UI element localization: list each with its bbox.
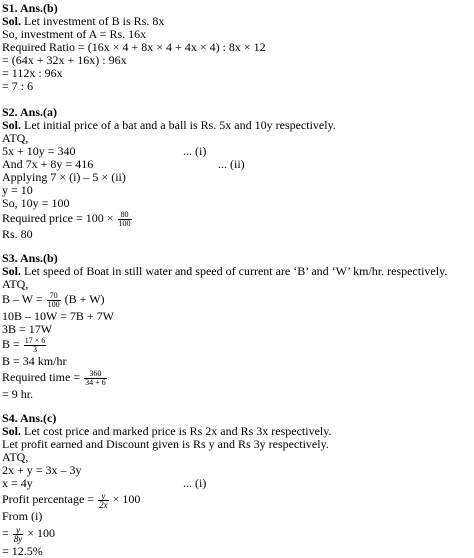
s4-sol-label: Sol. (2, 424, 22, 438)
s2-required-price (2, 208, 133, 228)
s4-eq1: 2x + y = 3x – 3y (2, 463, 82, 477)
s4-answer: = 12.5% (2, 544, 43, 558)
s4-line2: Let profit earned and Discount given is Rs y and Rs 3y respectively. (2, 437, 329, 451)
s3-eq1-denominator: 100 (47, 299, 60, 309)
s2-eq2: And 7x + 8y = 416 (2, 157, 94, 171)
s3-eq2: 10B – 10W = 7B + 7W (2, 309, 114, 323)
s4-profit-denominator: 2x (99, 499, 108, 510)
s4-profit-numerator: y (98, 492, 109, 501)
s3-eq1-fraction (47, 292, 61, 309)
s2-answer: Rs. 80 (2, 227, 33, 241)
s2-y-value: y = 10 (2, 183, 33, 197)
s1-sol-line (2, 14, 164, 28)
s4-profit-left: Profit percentage = (2, 492, 98, 506)
s2-req-numerator: 80 (118, 211, 132, 220)
s3-heading: S3. Ans.(b) (2, 251, 58, 265)
s1-line: So, investment of A = Rs. 16x (2, 27, 147, 41)
s2-eq1: 5x + 10y = 340 (2, 144, 76, 158)
s4-profit-fraction (98, 492, 109, 509)
s4-profit-percentage (2, 488, 140, 510)
s3-sol-text: Let speed of Boat in still water and speed of current are ‘B’ and ‘W’ km/hr. respectively. (21, 264, 448, 278)
s3-req-time-text: Required time = (2, 370, 84, 384)
s4-eq-right: × 100 (24, 526, 56, 540)
s1-sol-text: Let investment of B is Rs. 8x (21, 14, 165, 28)
s3-eq1-right: (B + W) (61, 292, 105, 306)
s1-sol-label: Sol. (2, 14, 22, 28)
s3-eq4 (2, 334, 47, 354)
s3-req-denominator: 34 + 6 (85, 377, 106, 387)
s2-so-10y: So, 10y = 100 (2, 196, 70, 210)
s2-req-fraction (118, 211, 132, 228)
s4-eq-fraction (13, 526, 24, 543)
s3-answer: = 9 hr. (2, 387, 34, 401)
s2-atq: ATQ, (2, 131, 29, 145)
s4-profit-right: × 100 (109, 492, 141, 506)
s3-eq3: 3B = 17W (2, 322, 53, 336)
s2-sol-label: Sol. (2, 118, 22, 132)
s3-atq: ATQ, (2, 277, 29, 291)
s4-sol-line (2, 424, 331, 438)
s3-eq5: B = 34 km/hr (2, 354, 67, 368)
s4-atq: ATQ, (2, 450, 29, 464)
s3-eq1-left: B – W = (2, 292, 46, 306)
s4-eq2-tag: ... (i) (183, 476, 207, 490)
s3-req-fraction (84, 370, 107, 387)
s2-req-denominator: 100 (118, 218, 131, 228)
s3-eq1 (2, 289, 105, 309)
s4-equation (2, 522, 55, 544)
s2-sol-text: Let initial price of a bat and a ball is Rs. 5x and 10y respectively. (21, 118, 336, 132)
s3-eq4-numerator: 17 × 6 (24, 335, 46, 345)
s4-eq2: x = 4y (2, 476, 33, 490)
s2-eq1-tag: ... (i) (183, 144, 207, 158)
s4-eq-numerator: y (13, 526, 24, 535)
s2-sol-line (2, 118, 336, 132)
s4-from: From (i) (2, 509, 43, 523)
s4-sol-text: Let cost price and marked price is Rs 2x and Rs 3x respectively. (21, 424, 332, 438)
s4-eq-denominator: 8y (13, 533, 23, 544)
s1-line: Required Ratio = (16x × 4 + 8x × 4 + 4x × 4) : 8x × 12 (2, 40, 266, 54)
s2-apply: Applying 7 × (i) – 5 × (ii) (2, 170, 126, 184)
s3-eq1-numerator: 70 (47, 292, 61, 301)
s1-line: = (64x + 32x + 16x) : 96x (2, 53, 127, 67)
s4-eq-left: = (2, 526, 12, 540)
s2-heading: S2. Ans.(a) (2, 105, 58, 119)
s1-line: = 112x : 96x (2, 66, 63, 80)
s3-sol-label: Sol. (2, 264, 22, 278)
s3-eq4-left: B = (2, 337, 23, 351)
s1-heading: S1. Ans.(b) (2, 1, 58, 15)
s4-heading: S4. Ans.(c) (2, 411, 57, 425)
s3-eq4-fraction (24, 337, 47, 354)
s3-sol-line (2, 264, 447, 278)
s3-req-numerator: 360 (84, 370, 107, 379)
s3-eq4-denominator: 3 (33, 344, 38, 354)
s2-eq2-tag: ... (ii) (218, 157, 245, 171)
s1-line: = 7 : 6 (2, 79, 34, 93)
s3-required-time (2, 367, 108, 387)
s2-req-price-text: Required price = 100 × (2, 211, 117, 225)
